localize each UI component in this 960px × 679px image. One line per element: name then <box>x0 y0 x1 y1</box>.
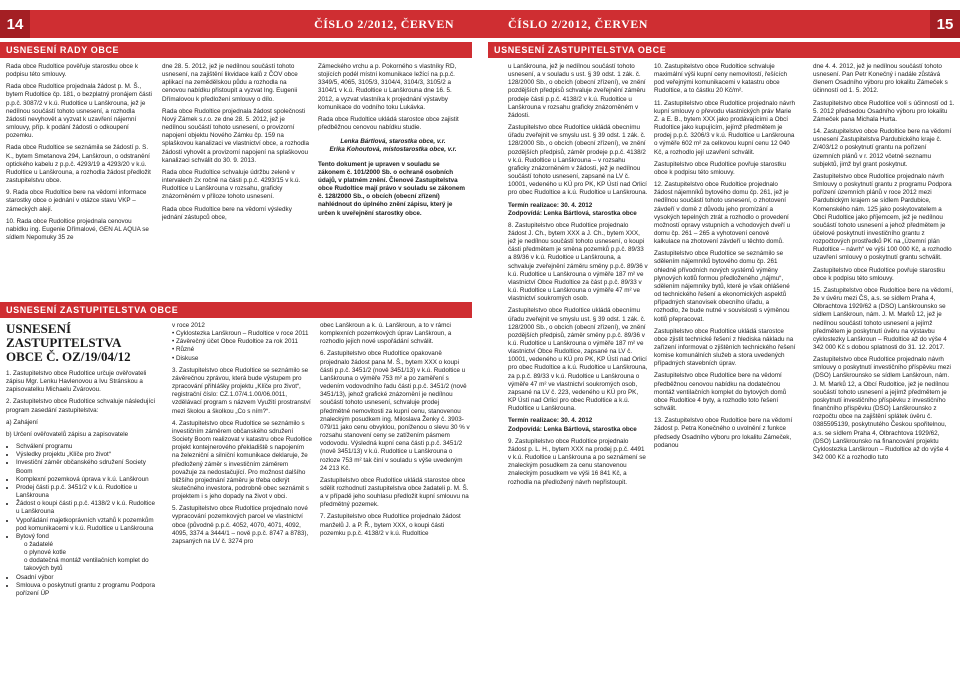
paragraph: 9. Rada obce Rudoltice bere na vědomí informace starostky obce o jednání v otázce stavu VKP – zámeckých alejí. <box>6 189 147 213</box>
paragraph: 14. Zastupitelstvo obce Rudoltice bere na vědomí usnesení Zastupitelstva Pardubického kraje č. Z/403/12 o poskytnutí grantu na pořízení územních plánů v r. 2012 včetně seznamu subjektů, jimž byl grant poskytnut. <box>813 128 952 168</box>
paragraph: • Cyklostezka Lanškroun – Rudoltice v roce 2011 <box>172 330 309 338</box>
paragraph: Rada obce Rudoltice schvaluje údržbu zeleně v intervalech 2x ročně na části p.p.č. 4293/15 v k.ú. Rudoltice u Lanškrouna v rozsahu, graficky znázorněném v příloze tohoto usnesení. <box>162 168 301 201</box>
list-item: o žadatelé <box>24 540 54 548</box>
paragraph: Zastupitelstvo obce Rudoltice ukládá obecnímu úřadu zveřejnit ve smyslu ust. § 39 odst. 1 zák. č. 128/2000 Sb., o obcích (obecní zřízení), ve znění pozdějších předpisů, záměr prodeje p.p.č. 4138/2 v k.ú. Rudoltice u Lanškrouna – v rozsahu graficky znázorněném v žádosti, jež je nedílnou součástí tohoto usnesení, zapsané na LV č. 10001, vedeného u KÚ pro PK, KP Ústí nad Orlicí pro obec Rudoltice a k.ú. Rudoltice u Lanškrouna. <box>508 124 648 197</box>
left-page-number: 14 <box>0 10 30 38</box>
paragraph: 4. Zastupitelstvo obce Rudoltice se seznámilo s investičním záměrem občanského sdružení Society Boom realizovat v katastru obce Rudoltice projekt kontejnerového překladiště s napojením na železniční a silniční komunikace deklaruje, že předložený záměr s investičním záměrem považuje za nedostačující. Pro možnost dalšího bližšího projednání záměru je třeba odkrýt skutečného investora, podrobně obec seznámit s projektem i s jeho dopady na život v obci. <box>172 419 312 501</box>
paragraph: dne 28. 5. 2012, jež je nedílnou součástí tohoto usnesení, na zajištění likvidace kalů z ČOV obce aplikací na zemědělskou půdu a rozhodla na cenovou nabídku přistoupit a vyzvat Ing. Eugenii Dřímalovou k předložení smlouvy o dílo. <box>162 63 298 103</box>
paragraph: obec Lanškroun a k. ú. Lanškroun, a to v rámci komplexních pozemkových úprav Lanškroun, a rozhodlo jejich nové uspořádání schválit. <box>320 322 452 346</box>
column-right-1 <box>508 63 648 675</box>
left-issue-label: ČÍSLO 2/2012, ČERVEN <box>314 16 454 31</box>
paragraph: 9. Zastupitelstvo obce Rudoltice projednalo žádost p. L. H., bytem XXX na prodej p.p.č. 4491 v k.ú. Rudoltice u Lanškrouna a po seznámení se znaleckým posudkem za cenu stanovenou znaleckým posudkem ve výši 16 841 Kč, a rozhodla na předložený návrh nepřistoupit. <box>508 437 646 486</box>
column-rada-2 <box>162 63 310 299</box>
signature-mistostarostka: Erika Kohoutová, místostarostka obce, v.r. <box>329 146 457 154</box>
list-item: • Investiční záměr občanského sdružení Society Boom <box>16 459 156 475</box>
column-zastup-2 <box>172 322 312 674</box>
paragraph: dne 4. 4. 2012, jež je nedílnou součástí tohoto usnesení. Pan Petr Konečný i nadále zůstává členem Osadního výboru pro lokalitu Zámeček s účinností od 1. 5. 2012. <box>813 63 948 95</box>
paragraph: 10. Rada obce Rudoltice projednala cenovou nabídku ing. Eugenie Dřímalové, GEN AL AQUA se sídlem Nepomuky 35 ze <box>6 217 149 241</box>
column-zastup-1 <box>6 322 156 674</box>
list-item: o dodatečná montáž ventilačních komplet do takových bytů <box>24 557 149 573</box>
paragraph: a) Zahájení <box>6 418 38 426</box>
list-item: • Bytový fond <box>16 533 156 541</box>
paragraph: v roce 2012 <box>172 322 205 329</box>
paragraph: Zastupitelstvo obce Rudoltice bere na vědomí předběžnou cenovou nabídku na dodatečnou montáž ventilačních komplet do bytových domů obce Rudoltice 4 byty, a rozhodlo toto řešení schválit. <box>654 372 787 413</box>
list-item: • Komplexní pozemková úprava v k.ú. Lanškroun <box>16 476 156 484</box>
section-title-zastupitelstva-left: USNESENÍ ZASTUPITELSTVA OBCE <box>0 302 472 318</box>
list-item: • Osadní výbor <box>16 574 156 582</box>
paragraph: Zastupitelstvo obce Rudoltice se seznámilo se sdělením nájemníků bytového domu čp. 261 ohledně přívodních nových systémů výměny plynových kotlů formou předloženého „nájmu“, sdělením nájemníky bytů, které je však ohlášené od technického řešení a ekonomických aspektů případných stanovisek obecního úřadu, a rozhodlo, že bude nutné v souvislosti s výměnou kotlů přepracovat. <box>654 250 790 323</box>
list-item: • Smlouva o poskytnutí grantu z programu Podpora pořízení ÚP <box>16 582 156 598</box>
paragraph: 15. Zastupitelstvo obce Rudoltice bere na vědomí, že v úvěru mezi ČS, a.s. se sídlem Praha 4, Olbrachtova 1929/62 a (DSO) Lanškrounsko se sídlem Lanškroun, nám. J. M. Marků 12, jež je nedílnou součástí tohoto usnesení a jejímž předmětem je poskytnutí úvěru na výstavbu cyklostezky Lanškroun – Rudoltice až do výše 4 342 000 Kč s dobou splatnosti do 31. 12. 2017. <box>813 286 954 351</box>
paragraph: 11. Zastupitelstvo obce Rudoltice projednalo návrh kupní smlouvy o převodu vlastnických práv Marie Z. a E. B., bytem XXX jako prodávajícími a Obcí Rudoltice jako kupujícím, jejímž předmětem je prodej p.p.č. 3206/3 v k.ú. Rudoltice u Lanškrouna o výměře 602 m² za celkovou kupní cenu 12 040 Kč, a rozhodlo její uzavření schválit. <box>654 99 795 156</box>
paragraph: 13. Zastupitelstvo obce Rudoltice bere na vědomí žádost p. Petra Konečného o uvolnění z funkce předsedy Osadního výboru pro lokalitu Zámeček, podanou <box>654 417 793 449</box>
paragraph: Zastupitelstvo obce Rudoltice povřuje starostku obce k podpisu této smlouvy. <box>813 266 945 282</box>
right-header-bar <box>480 10 960 38</box>
paragraph: 6. Zastupitelstvo obce Rudoltice opakovaně projednalo žádost pana M. Š., bytem XXX o koupi části p.p.č. 3451/2 (nově 3451/13) v k.ú. Rudoltice u Lanškrouna o výměře 753 m² a po zaměření s vedením vodovodního řadu části p.p.č. 3451/2 (nově 3451/13), jehož grafické znázornění je nedílnou součástí tohoto usnesení, schvaluje prodej předmětné nemovitosti za kupní cenu, stanovenou znaleckým posudkem ing. Miloslava Ženky č. 3903-079/11 jako cenu obvyklou, poníženou o slevu 30 % v rozsahu stanovení ceny se zatížením pásmem vodovodu. Výsledná kupní cena části p.p.č. 3451/2 (nově 3451/13) v k.ú. Rudoltice u Lanškrouna o rozloze 753 m² tak činí v souladu s výše uvedeným 24 213 Kč. <box>320 350 470 472</box>
left-header-bar <box>0 10 480 38</box>
paragraph: • Diskuse <box>172 354 199 362</box>
paragraph: Zastupitelstvo obce Rudoltice povřuje starostku obce k podpisu této smlouvy. <box>654 160 786 176</box>
section-title-zastupitelstva-right: USNESENÍ ZASTUPITELSTVA OBCE <box>488 42 960 58</box>
gdpr-note: Tento dokument je upraven v souladu se zákonem č. 101/2000 Sb. o ochraně osobních údajů, v platném znění. Členové Zastupitelstva obce Rudoltice mají právo v souladu se zákonem č. 128/2000 Sb., o obcích (obecní zřízení) nahlédnout do úplného znění zápisu, který je určen k uveřejnění starostky obce. <box>318 160 465 217</box>
paragraph: 1. Zastupitelstvo obce Rudoltice určuje ověřovateli zápisu Mgr. Lenku Havlenovou a Ivu Stránskou a zapisovatelku Michaelu Zvárovou. <box>6 370 147 394</box>
paragraph: Rada obce Rudoltice ukládá starostce obce zajistit předběžnou cenovou nabídku studie. <box>318 115 459 132</box>
column-rada-3 <box>318 63 468 299</box>
paragraph: Zastupitelstvo obce Rudoltice projednalo návrh Smlouvy o poskytnutí grantu z programu Podpora pořízení územních plánů v roce 2012 mezi Pardubickým krajem se sídlem Pardubice, Komenského nám. 125 jako poskytovatelem a Obcí Rudoltice jako příjemcem, jež je nedílnou součástí tohoto usnesení a jehož předmětem je účelové poskytnutí investičního grantu z rozpočtových prostředků PK na „Územní plán Rudoltice – návrh“ ve výši 100 000 Kč, a rozhodlo uzavření smlouvy o poskytnutí grantu schválit. <box>813 172 952 262</box>
list-item: • Schválení programu <box>16 443 156 451</box>
section-title-rady: USNESENÍ RADY OBCE <box>0 42 472 58</box>
paragraph: Rada obce Rudoltice projednala žádost p. M. Š., bytem Rudoltice čp. 181, o bezplatný pronájem části p.p.č. 3087/2 v k.ú. Rudoltice u Lanškrouna, jež je nedílnou součástí tohoto usnesení, a rozhodla žádosti nevyhovět a vyzvat k uzavření nájemní smlouvy, příp. k podání žádosti o odkoupení pozemku. <box>6 83 152 140</box>
list-item: • Prodej části p.p.č. 3451/2 v k.ú. Rudoltice u Lanškrouna <box>16 484 156 500</box>
paragraph: • Závěrečný účet Obce Rudoltice za rok 2011 <box>172 338 298 346</box>
paragraph: Rada obce Rudoltice bere na vědomí výsledky jednání zástupců obce, <box>162 205 292 221</box>
paragraph: Zastupitelstvo obce Rudoltice ukládá obecnímu úřadu zveřejnit ve smyslu ust. § 39 odst. 1 zák. č. 128/2000 Sb., o obcích (obecní zřízení), ve znění pozdějších předpisů, záměr směny p.p.č. 89/36 v k.ú. Rudoltice u Lanškrouna o výměře 187 m² ve vlastnictví Obce Rudoltice, zapsané na LV č. 10001, vedeného u KÚ pro PK, KP Ústí nad Orlicí pro obec Rudoltice a k.ú. Rudoltice u Lanškrouna, za p.p.č. 89/33 v k.ú. Rudoltice u Lanškrouna o výměře 47 m² ve vlastnictví soukromých osob, zapsané na LV č. 223, vedeného u KÚ pro PK, KP Ústí nad Orlicí pro obec Rudoltice a k.ú. Rudoltice u Lanškrouna. <box>508 307 648 413</box>
right-issue-label: ČÍSLO 2/2012, ČERVEN <box>508 16 648 31</box>
paragraph: Rada obce Rudoltice pověřuje starostku obce k podpisu této smlouvy. <box>6 63 138 79</box>
program-list <box>6 443 156 598</box>
paragraph: 2. Zastupitelstvo obce Rudoltice schvaluje následující program zasedání zastupitelstva: <box>6 398 156 414</box>
paragraph: 10. Zastupitelstvo obce Rudoltice schvaluje maximální výši kupní ceny nemovitostí, řešících pod veřejnými komunikacemi v katastru obce Rudoltice, a to částku 20 Kč/m². <box>654 63 787 95</box>
right-page-number: 15 <box>930 10 960 38</box>
paragraph: Zastupitelstvo obce Rudoltice ukládá starostce obce zjistit technické řešení z hlediska nákladu na zařízení informovat o zjištěních technického řešení komise komunálních služeb a stora uvedených případných stavebních úprav. <box>654 327 796 368</box>
paragraph: 8. Zastupitelstvo obce Rudoltice projednalo žádost J. Ch., bytem XXX a J. Ch., bytem XXX, jež je nedílnou součástí tohoto usnesení, o koupi části předmětem je směna pozemků p.p.č. 89/33 a 89/36 v k.ú. Rudoltice u Lanškrouna, a schvaluje zveřejnění záměru směny p.p.č. 89/36 v k.ú. Rudoltice u Lanškrouna o výměře 187 m² ve vlastnictví Obce Rudoltice za část p.p.č. 89/33 v k.ú. Rudoltice u Lanškrouna o výměře 47 m² ve vlastnictví soukromých osob. <box>508 221 648 303</box>
paragraph: Zastupitelstvo obce Rudoltice ukládá starostce obce sdělit rozhodnutí zastupitelstva obce žadateli p. M. Š. a v případě jeho souhlasu předložit kupní smlouvu na předmětný pozemek. <box>320 476 469 509</box>
paragraph: Rada obce Rudoltice se seznámila se žádostí p. S. K., bytem Smetanova 294, Lanškroun, o odstranění optického kabelu z p.p.č. 4293/19 a 4293/20 v k.ú. Rudoltice u Lanškrouna, a rozhodla žádost předložit zastupitelstvu obce. <box>6 144 151 185</box>
responsible: Zodpovídá: Lenka Bártlová, starostka obce <box>508 425 637 433</box>
paragraph: Zastupitelstvo obce Rudoltice projednalo návrh smlouvy o poskytnutí investičního příspěvku mezi (DSO) Lanškrounsko se sídlem Lanškroun, nám. J. M. Marků 12, a Obcí Rudoltice, jež je nedílnou součástí tohoto usnesení a jejímž předmětem je poskytnutí investičního příspěvku z investičního finančního příspěvku (DSO) Lanškrounsko z rozpočtu obce na zajištění splátek úvěru č. 0385595139, poskytnutého Českou spořitelnou, a.s. se sídlem Praha 4, Olbrachtova 1929/62, (DSO) Lanškrounsko na financování projektu Cyklostezka Lanškroun – Rudoltice až do výše 4 342 000 Kč a rozhodlo tuto <box>813 356 951 462</box>
column-right-2 <box>654 63 796 675</box>
paragraph: Zastupitelstvo obce Rudoltice volí s účinností od 1. 5. 2012 předsedou Osadního výboru pro lokalitu Zámeček pana Michala Hurta. <box>813 99 955 123</box>
paragraph: Rada obce Rudoltice projednala žádost společnosti Nový Zámek s.r.o. ze dne 28. 5. 2012, jež je nedílnou součástí tohoto usnesení, o provizorní napojení objektu Nového Zámku čp. 159 na splaškovou kanalizaci ve vlastnictví obce, a rozhodla žádosti vyhovět a provizorní napojení na splaškovou kanalizaci schválit do 30. 9. 2013. <box>162 107 310 164</box>
resolution-title: USNESENÍ ZASTUPITELSTVA OBCE Č. OZ/19/04/12 <box>6 322 131 364</box>
paragraph: 12. Zastupitelstvo obce Rudoltice projednalo žádost nájemníků bytového domu čp. 261, jež je nedílnou součástí tohoto usnesení, o zhotovení závdeří v domě z důvodu jeho promízání a vysokých tepelných ztrát a rozhodlo o provedení možností opravy vstupních a vchodových dveří u domu čp. 261 – 265 a vyhotovení cenové kalkulace na zhotovení závdeří u těchto domů. <box>654 181 791 246</box>
paragraph: 5. Zastupitelstvo obce Rudoltice projednalo nové vypracování pozemkových parcel ve vlastnictví obce (původně p.p.č. 4052, 4070, 4071, 4092, 4095, 3374 a 3444/1 – nově p.p.č. 8747 a 8783), zapsaných na LV č. 3274 pro <box>172 505 309 545</box>
responsible: Zodpovídá: Lenka Bártlová, starostka obce <box>508 209 637 217</box>
paragraph: Zámeckého vrchu a p. Pokorného s vlastníky RD, stojících podél místní komunikace ležící na p.p.č. 3349/5, 4065, 3105/3, 3104/4, 3104/3, 3105/2 a 3104/1 v k.ú. Rudoltice u Lanškrouna dne 16. 5. 2012, a vyzvat vlastníka k projednání výstavby komunikace do vodního toku Lukávka. <box>318 63 457 111</box>
signature-starostka: Lenka Bártlová, starostka obce, v.r. <box>340 138 446 146</box>
column-rada-1 <box>6 63 154 299</box>
list-item: • Žádost o koupi části p.p.č. 4138/2 v k.ú. Rudoltice u Lanškrouna <box>16 500 156 516</box>
column-right-3 <box>813 63 955 675</box>
paragraph: b) Určení ověřovatelů zápisu a zapisovatele <box>6 430 129 438</box>
deadline: Termín realizace: 30. 4. 2012 <box>508 201 593 209</box>
signature-block <box>318 138 468 154</box>
column-zastup-3 <box>320 322 470 674</box>
list-item: • Vypořádání majetkoprávních vztahů k pozemkům pod komunikacemi v k.ú. Rudoltice u Lanškrouna <box>16 517 156 533</box>
paragraph: 3. Zastupitelstvo obce Rudoltice se seznámilo se závěrečnou zprávou, která bude výstupem pro zpracování přihlášky projektu „Klíče pro život“, registrační číslo: CZ.1.07/4.1.00/06.0011, vzdělávací program s názvem Využití prostranství mezi školou a školkou „Co s ním?“. <box>172 366 311 415</box>
paragraph: 7. Zastupitelstvo obce Rudoltice projednalo žádost manželů J. a P. Ř., bytem XXX, o koupi části pozemku p.p.č. 4138/2 v k.ú. Rudoltice <box>320 513 461 537</box>
list-item: • Výsledky projektu „Klíče pro život“ <box>16 451 156 459</box>
paragraph: • Různé <box>172 346 195 354</box>
paragraph: u Lanškrouna, jež je nedílnou součástí tohoto usnesení, a v souladu s ust. § 39 odst. 1 zák. č. 128/2000 Sb., o obcích (obecní zřízení), ve znění pozdějších předpisů schvaluje zveřejnění záměru prodeje části p.p.č. 4138/2 v k.ú. Rudoltice u Lanškrouna v rozsahu graficky znázorněném v žádosti. <box>508 63 646 119</box>
list-item: o plynové kotle <box>24 549 67 557</box>
deadline: Termín realizace: 30. 4. 2012 <box>508 417 593 425</box>
